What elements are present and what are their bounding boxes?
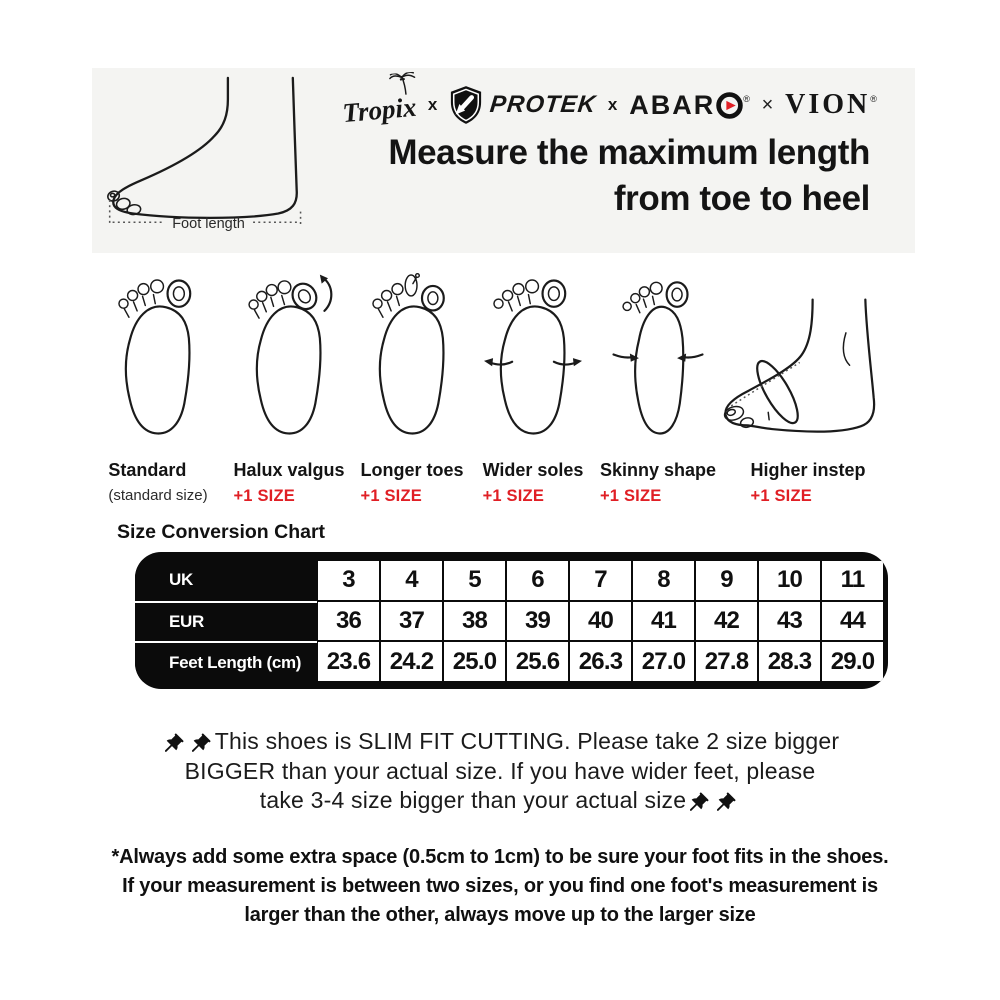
table-cell: 40	[569, 601, 632, 642]
table-cell: 26.3	[569, 641, 632, 682]
table-cell: 27.8	[695, 641, 758, 682]
table-cell: 9	[695, 560, 758, 601]
table-row-uk	[135, 560, 884, 601]
foot-type-note: +1 SIZE	[482, 487, 545, 505]
foot-type-note: (standard size)	[108, 487, 208, 504]
pushpin-icon	[192, 733, 211, 752]
skinny-shape-footprint-illustration	[599, 271, 717, 447]
pushpin-icon	[165, 733, 184, 752]
table-cell: 8	[632, 560, 695, 601]
table-cell: 11	[821, 560, 884, 601]
foot-type-standard	[97, 266, 219, 504]
longer-toes-footprint-illustration	[353, 271, 471, 447]
vion-logo	[785, 89, 877, 121]
table-cell: 41	[632, 601, 695, 642]
table-cell: 5	[443, 560, 506, 601]
protek-wordmark: PROTEK	[488, 91, 598, 118]
table-cell: 29.0	[821, 641, 884, 682]
foot-type-label: Higher instep	[750, 460, 866, 480]
slim-fit-note-line1: This shoes is SLIM FIT CUTTING. Please take 2 size bigger	[214, 728, 840, 754]
brand-separator: ×	[761, 93, 774, 116]
row-header: UK	[135, 560, 317, 601]
table-cell: 28.3	[758, 641, 821, 682]
tropix-wordmark: Tropix	[341, 91, 418, 128]
size-chart-title: Size Conversion Chart	[117, 521, 326, 543]
vion-wordmark: VION	[785, 89, 871, 120]
abaro-wordmark: ABAR	[629, 89, 716, 120]
brand-logos-row	[342, 82, 877, 128]
page-title	[388, 130, 870, 222]
foot-side-measure-illustration	[100, 72, 318, 232]
foot-types-row	[0, 266, 1000, 516]
brand-separator: x	[607, 95, 618, 114]
protek-logo	[449, 85, 596, 125]
table-row-eur	[135, 601, 884, 642]
table-cell: 7	[569, 560, 632, 601]
extra-space-note	[0, 843, 1000, 930]
registered-mark: ®	[870, 94, 877, 104]
foot-type-label: Skinny shape	[599, 460, 717, 480]
foot-type-label: Longer toes	[360, 460, 464, 480]
table-cell: 4	[380, 560, 443, 601]
foot-length-label: Foot length	[172, 216, 245, 232]
palm-tree-icon	[387, 71, 419, 96]
foot-type-label: Wider soles	[482, 460, 584, 480]
measure-instruction-card	[92, 68, 915, 253]
table-cell: 23.6	[317, 641, 380, 682]
table-cell: 24.2	[380, 641, 443, 682]
table-cell: 25.0	[443, 641, 506, 682]
protek-shield-icon	[449, 85, 483, 125]
abaro-logo	[629, 90, 750, 121]
foot-type-halux-valgus	[228, 266, 350, 506]
extra-space-note-line2: If your measurement is between two sizes, or you find one foot's measurement is	[122, 875, 878, 897]
slim-fit-note	[0, 727, 1000, 816]
table-cell: 38	[443, 601, 506, 642]
table-cell: 39	[506, 601, 569, 642]
pushpin-icon	[690, 792, 709, 811]
page-title-line1: Measure the maximum length	[388, 133, 870, 172]
foot-type-label: Standard	[108, 460, 187, 480]
table-cell: 43	[758, 601, 821, 642]
standard-footprint-illustration	[99, 271, 217, 447]
higher-instep-foot-illustration	[720, 294, 896, 442]
page-title-line2: from toe to heel	[613, 179, 870, 218]
foot-type-higher-instep	[716, 266, 900, 506]
brand-separator: x	[427, 95, 438, 114]
table-cell: 37	[380, 601, 443, 642]
row-header: Feet Length (cm)	[135, 641, 317, 682]
foot-type-note: +1 SIZE	[750, 487, 812, 505]
wider-soles-footprint-illustration	[474, 271, 592, 447]
foot-type-note: +1 SIZE	[599, 487, 662, 505]
slim-fit-note-line3: take 3-4 size bigger than your actual size	[259, 787, 687, 813]
table-cell: 25.6	[506, 641, 569, 682]
foot-type-label: Halux valgus	[233, 460, 345, 480]
table-row-feet-length	[135, 641, 884, 682]
slim-fit-note-line2: BIGGER than your actual size. If you have wider feet, please	[184, 757, 816, 784]
registered-mark: ®	[743, 94, 750, 104]
foot-type-note: +1 SIZE	[360, 487, 422, 505]
foot-type-note: +1 SIZE	[233, 487, 295, 505]
tropix-logo	[340, 81, 417, 128]
abaro-o-icon	[716, 92, 743, 119]
table-cell: 10	[758, 560, 821, 601]
table-cell: 6	[506, 560, 569, 601]
table-cell: 42	[695, 601, 758, 642]
halux-valgus-footprint-illustration	[230, 271, 348, 447]
row-header: EUR	[135, 601, 317, 642]
extra-space-note-line3: larger than the other, always move up to the larger size	[244, 904, 756, 926]
extra-space-note-line1: *Always add some extra space (0.5cm to 1cm) to be sure your foot fits in the shoes.	[111, 846, 889, 868]
size-conversion-table	[135, 552, 888, 689]
table-cell: 36	[317, 601, 380, 642]
table-cell: 3	[317, 560, 380, 601]
foot-type-longer-toes	[351, 266, 473, 506]
table-cell: 44	[821, 601, 884, 642]
foot-type-skinny-shape	[595, 266, 721, 506]
pushpin-icon	[717, 792, 736, 811]
table-cell: 27.0	[632, 641, 695, 682]
foot-type-wider-soles	[472, 266, 594, 506]
